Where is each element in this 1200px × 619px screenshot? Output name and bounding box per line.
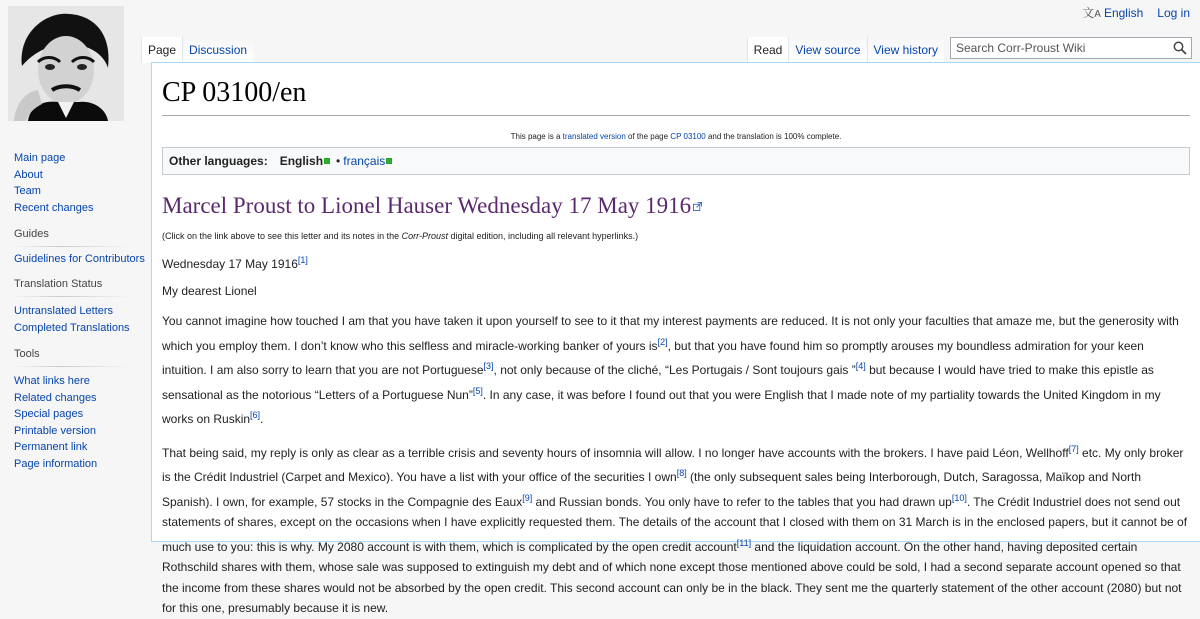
edition-note-b: digital edition, including all relevant hyperlinks.) — [448, 231, 639, 241]
tab-view-source[interactable] — [788, 37, 866, 63]
complete-status-icon — [386, 158, 392, 164]
paragraph-text: and the liquidation account. On the other hand, having deposited certain Rothschild shares with them, whose sale was supposed to extinguish my debt and of which none except those mentioned above could be sold, I had a second separate account opened so that the income from these shares would not be absorbed by the open credit. This second account can only be in the black. They sent me the quarterly statement of the other account (2080) but not for this one, presumably because it is new. — [162, 539, 1182, 615]
sidebar-item-page-information[interactable]: Page information — [14, 457, 98, 470]
footnote-ref[interactable]: [1] — [297, 255, 308, 265]
sidebar-item-related-changes[interactable]: Related changes — [14, 391, 97, 404]
sidebar — [0, 140, 150, 484]
other-languages-label: Other languages: — [169, 154, 268, 168]
sidebar-divider — [12, 246, 132, 247]
letter-greeting: My dearest Lionel — [162, 283, 257, 298]
sidebar-item-permanent-link[interactable]: Permanent link — [14, 441, 88, 453]
page-title: CP 03100/en — [162, 77, 1190, 116]
footnote-ref[interactable]: [7] — [1068, 443, 1079, 454]
sidebar-item-what-links-here[interactable]: What links here — [14, 375, 90, 387]
footnote-ref[interactable]: [11] — [736, 537, 752, 548]
language-selector[interactable] — [1082, 4, 1143, 21]
other-languages-box — [162, 147, 1190, 175]
language-separator: • — [336, 154, 341, 168]
sidebar-guides — [14, 228, 150, 266]
sidebar-item-main-page[interactable]: Main page — [14, 152, 66, 164]
external-link-icon — [693, 202, 702, 211]
tab-page-label[interactable]: Page — [148, 43, 177, 57]
edition-note-a: (Click on the link above to see this letter and its notes in the — [162, 231, 402, 241]
footnote-ref[interactable]: [3] — [483, 361, 494, 371]
language-link[interactable]: English — [1103, 5, 1144, 20]
search-input[interactable] — [956, 41, 1166, 55]
sidebar-item-team[interactable]: Team — [14, 185, 41, 197]
sidebar-heading-translation: Translation Status — [14, 278, 103, 290]
edition-name: Corr-Proust — [401, 231, 448, 241]
sidebar-navigation — [14, 150, 150, 216]
sidebar-translation-status — [14, 278, 150, 336]
footnote-ref[interactable]: [2] — [657, 336, 668, 347]
footnote-ref[interactable]: [8] — [676, 468, 687, 478]
tab-view-history[interactable] — [867, 37, 944, 63]
source-page-link[interactable]: CP 03100 — [670, 132, 706, 141]
language-current: English — [279, 154, 324, 168]
translate-icon: 文A — [1082, 6, 1101, 20]
tab-view-history-label[interactable]: View history — [873, 43, 938, 57]
translation-notice-text-a: This page is a — [510, 132, 563, 141]
paragraph-text: , but that you have found him so promptly arouses my boundless admiration for your keen intuition. I am also sorry to learn that you are not Portuguese — [162, 338, 1144, 377]
login-link[interactable]: Log in — [1157, 5, 1190, 20]
search-icon[interactable] — [1173, 41, 1187, 55]
language-link-francais[interactable]: français — [343, 154, 386, 168]
translation-notice-text-c: and the translation is 100% complete. — [705, 132, 842, 141]
paragraph-text: . The Crédit Industriel does not send out statements of shares, except on the occasions when I have explicitly requested them. The details of the account that I closed with them on 31 March is in the enclosed papers, but it cannot be of much use to you: this is why. My 2080 account is with them, which is complicated by the open credit account — [162, 494, 1188, 554]
sidebar-tools — [14, 348, 150, 472]
paragraph-text: but because I would have tried to make this epistle as sensational as the notorious “Letters of a Portuguese Nun” — [162, 363, 1154, 402]
letter-heading-link[interactable]: Marcel Proust to Lionel Hauser Wednesday 17 May 1916 — [162, 193, 692, 218]
search-box — [950, 37, 1192, 59]
sidebar-item-completed[interactable]: Completed Translations — [14, 321, 130, 334]
sidebar-item-recent-changes[interactable]: Recent changes — [14, 201, 94, 214]
footnote-ref[interactable]: [5] — [472, 385, 483, 396]
tab-read-label[interactable]: Read — [753, 43, 783, 57]
footnote-ref[interactable]: [4] — [855, 361, 866, 371]
sidebar-heading-guides: Guides — [14, 228, 49, 240]
view-tabs — [747, 37, 1192, 63]
paragraph-text: and Russian bonds. You only have to refer to the tables that you had drawn up — [532, 494, 952, 509]
site-logo[interactable] — [8, 6, 124, 121]
sidebar-divider — [12, 296, 132, 297]
tab-discussion-label[interactable]: Discussion — [189, 43, 248, 57]
tab-discussion[interactable] — [182, 37, 253, 63]
sidebar-item-untranslated[interactable]: Untranslated Letters — [14, 305, 114, 317]
paragraph-text: That being said, my reply is only as clear as a terrible crisis and seventy hours of insomnia will allow. I no longer have accounts with the brokers. I have paid Léon, Wellhoff — [162, 445, 1069, 460]
content-area — [151, 62, 1200, 615]
paragraph-text: etc. My only broker is the Crédit Industriel (Carpet and Mexico). You have a list with your office of the securities I own — [162, 445, 1184, 484]
paragraph-text: You cannot imagine how touched I am that you have taken it upon yourself to see to it that my interest payments are reduced. It is not only your faculties that amaze me, but the generosity with which you employ them. I don’t know who this selfless and miracle-working banker of yours is — [162, 314, 1179, 353]
letter-heading[interactable] — [162, 193, 1190, 219]
tab-view-source-label[interactable]: View source — [795, 43, 861, 57]
paragraph-text: . — [260, 412, 264, 426]
portrait-image — [8, 6, 124, 121]
letter-date — [162, 250, 1190, 275]
footnote-ref[interactable]: [10] — [951, 492, 967, 503]
footnote-ref[interactable]: [9] — [522, 492, 533, 503]
sidebar-item-special-pages[interactable]: Special pages — [14, 408, 84, 420]
paragraph-text: , not only because of the cliché, “Les Portugais / Sont toujours gais ” — [493, 363, 856, 377]
sidebar-item-guidelines[interactable]: Guidelines for Contributors — [14, 253, 145, 265]
sidebar-item-about[interactable]: About — [14, 168, 43, 181]
tab-page[interactable] — [141, 37, 182, 63]
letter-paragraph — [162, 311, 1190, 430]
sidebar-divider — [12, 366, 132, 367]
letter-date-text: Wednesday 17 May 1916 — [162, 257, 298, 271]
paragraph-text: (the only subsequent sales being Interborough, Dutch, Saragossa, Maïkop and North Spanish). I own, for example, 57 stocks in the Compagnie des Eaux — [162, 470, 1141, 509]
translation-notice-text-b: of the page — [625, 132, 671, 141]
edition-note — [162, 231, 1190, 241]
sidebar-heading-tools: Tools — [14, 348, 40, 360]
tab-read[interactable] — [747, 37, 789, 63]
sidebar-item-printable-version[interactable]: Printable version — [14, 424, 96, 437]
footnote-ref[interactable]: [6] — [250, 410, 261, 420]
complete-status-icon — [324, 158, 330, 164]
namespace-tabs — [141, 37, 253, 63]
translated-version-link[interactable]: translated version — [562, 132, 626, 141]
letter-paragraph — [162, 439, 1190, 619]
paragraph-text: . In any case, it was before I found out that you were English that I made note of my partiality towards the United Kingdom in my works on Ruskin — [162, 387, 1161, 426]
translation-notice — [162, 132, 1190, 141]
personal-tools — [1082, 4, 1190, 21]
